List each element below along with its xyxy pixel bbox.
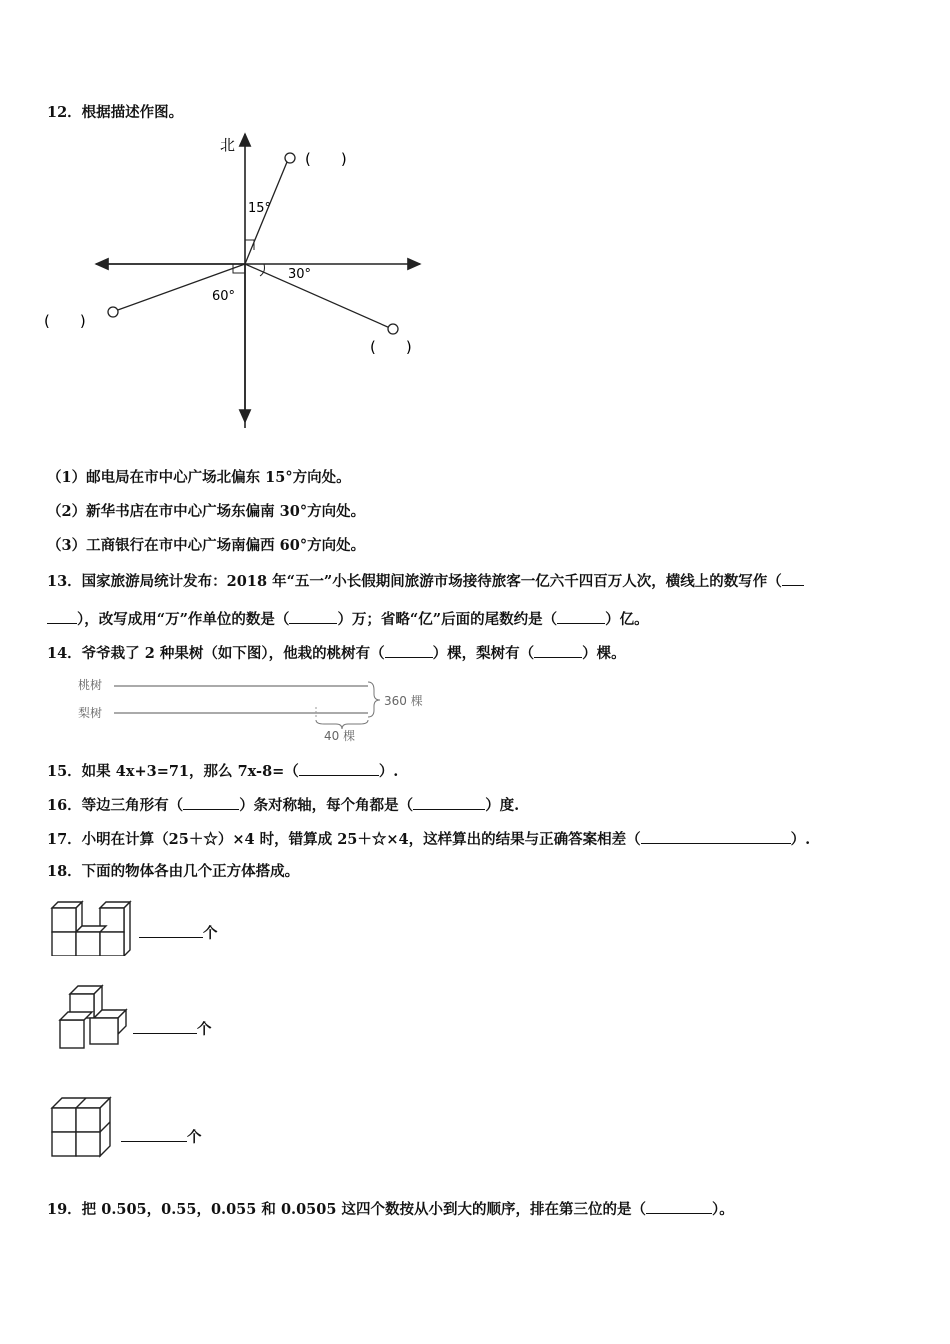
bookstore-ray [245, 264, 390, 328]
q13-line-1 [47, 570, 804, 592]
q12-item-1: （1）邮电局在市中心广场北偏东 15°方向处。 [47, 469, 351, 486]
bank-point [108, 307, 118, 317]
pear-label: 梨树 [78, 706, 103, 720]
q16-text-a: 16．等边三角形有（ [47, 797, 184, 814]
angle-30-label: 30° [288, 267, 312, 282]
angle-30-mark [260, 264, 265, 276]
answer-blank[interactable] [289, 608, 337, 624]
answer-blank[interactable] [646, 1198, 712, 1214]
answer-blank[interactable] [139, 922, 203, 938]
q15-text-b: ）. [378, 763, 399, 780]
answer-blank[interactable] [641, 828, 791, 844]
cube-figure-3 [50, 1094, 114, 1160]
q18-answer-1 [139, 922, 218, 944]
q19-text [47, 1198, 734, 1220]
post-office-point [285, 153, 295, 163]
q13-line-2 [47, 608, 649, 630]
diff-brace [316, 720, 368, 729]
q13-text-2a: ），改写成用“万”作单位的数是（ [77, 611, 290, 628]
q16-text [47, 794, 519, 816]
post-office-blank: ( ) [305, 150, 347, 168]
answer-blank[interactable] [557, 608, 605, 624]
diff-label: 40 棵 [324, 729, 356, 743]
angle-15-label: 15° [248, 201, 272, 216]
q18-answer-3 [121, 1126, 202, 1148]
q19-text-a: 19．把 0.505，0.55，0.055 和 0.0505 这四个数按从小到大的顺序，排在第三位的是（ [47, 1201, 646, 1218]
q13-text-2c: ）亿。 [605, 611, 649, 628]
cube-figure-1 [50, 898, 132, 956]
answer-blank[interactable] [47, 608, 77, 624]
q15-text-a: 15．如果 4x+3=71，那么 7x-8=（ [47, 763, 299, 780]
total-label: 360 棵 [384, 694, 423, 708]
tree-bar-diagram [78, 674, 438, 744]
answer-blank[interactable] [385, 642, 433, 658]
q13-text-2b: ）万；省略“亿”后面的尾数约是（ [337, 611, 558, 628]
q17-text-a: 17．小明在计算（25＋☆）×4 时，错算成 25＋☆×4，这样算出的结果与正确答案相差（ [47, 831, 641, 848]
q18-title: 18．下面的物体各由几个正方体搭成。 [47, 863, 300, 880]
q17-text [47, 828, 810, 850]
answer-blank[interactable] [534, 642, 582, 658]
total-brace [368, 682, 380, 717]
bookstore-point [388, 324, 398, 334]
q14-text-b: ）棵，梨树有（ [432, 645, 535, 662]
answer-blank[interactable] [782, 570, 804, 586]
answer-blank[interactable] [133, 1018, 197, 1034]
cube-figure-2 [56, 982, 130, 1052]
peach-label: 桃树 [78, 678, 103, 692]
unit-label: 个 [203, 925, 218, 942]
q12-title: 12．根据描述作图。 [47, 104, 184, 121]
angle-60-label: 60° [212, 289, 236, 304]
q13-text-1: 13．国家旅游局统计发布：2018 年“五一”小长假期间旅游市场接待旅客一亿六千四百万人次，横线上的数写作（ [47, 573, 782, 590]
bank-blank: ( ) [44, 312, 86, 330]
q14-text-c: ）棵。 [582, 645, 626, 662]
q12-item-3: （3）工商银行在市中心广场南偏西 60°方向处。 [47, 537, 366, 554]
angle-60-mark [233, 264, 245, 273]
bookstore-blank: ( ) [370, 338, 412, 356]
north-label: 北 [220, 136, 236, 154]
answer-blank[interactable] [299, 760, 379, 776]
answer-blank[interactable] [183, 794, 239, 810]
q12-item-2: （2）新华书店在市中心广场东偏南 30°方向处。 [47, 503, 366, 520]
unit-label: 个 [187, 1129, 202, 1146]
unit-label: 个 [197, 1021, 212, 1038]
answer-blank[interactable] [413, 794, 485, 810]
q18-answer-2 [133, 1018, 212, 1040]
q16-text-b: ）条对称轴，每个角都是（ [239, 797, 414, 814]
q15-text [47, 760, 398, 782]
answer-blank[interactable] [121, 1126, 187, 1142]
q17-text-b: ）. [790, 831, 811, 848]
q19-text-b: ）。 [712, 1201, 734, 1218]
q16-text-c: ）度. [485, 797, 520, 814]
compass-diagram [40, 128, 440, 428]
q14-text-a: 14．爷爷栽了 2 种果树（如下图），他栽的桃树有（ [47, 645, 385, 662]
q14-text [47, 642, 626, 664]
